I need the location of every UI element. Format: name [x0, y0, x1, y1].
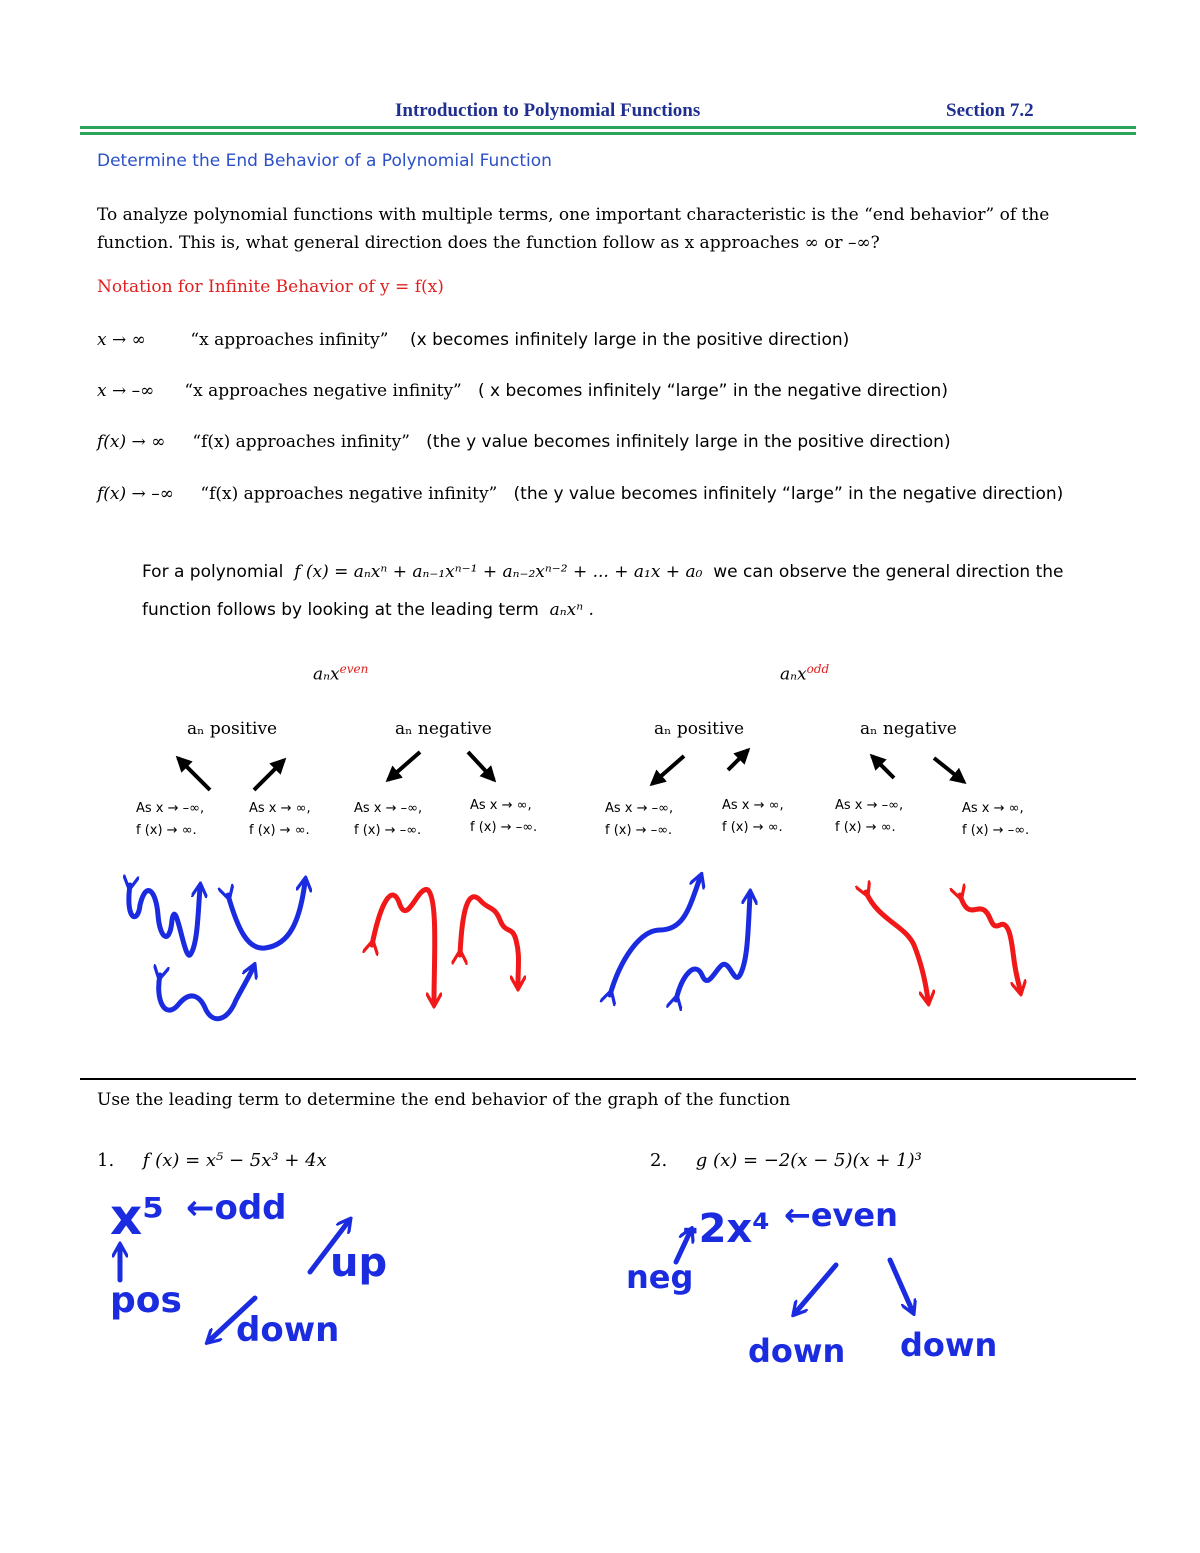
notation-quote: “x approaches infinity” — [190, 330, 389, 350]
case-label-even-negative: aₙ negative — [395, 719, 492, 739]
note-line: As x → ∞, — [722, 798, 784, 813]
even-positive-curve — [159, 968, 253, 1019]
notation-quote: “f(x) approaches negative infinity” — [200, 484, 498, 504]
note-line: f (x) → ∞. — [136, 823, 197, 838]
notation-explain: ( x becomes infinitely “large” in the negative direction) — [477, 381, 948, 401]
hand-term-2x4: -2x⁴ — [682, 1206, 770, 1252]
note-line: As x → ∞, — [962, 801, 1024, 816]
page-header-title: Introduction to Polynomial Functions — [395, 100, 701, 121]
problem-formula: g (x) = −2(x − 5)(x + 1)³ — [695, 1150, 922, 1171]
arrow-down-left — [652, 756, 684, 784]
arrow-down-left — [388, 752, 420, 780]
notation-quote: “f(x) approaches infinity” — [192, 432, 410, 452]
note-line: As x → –∞, — [136, 801, 205, 816]
section-divider — [80, 1078, 1136, 1080]
arrow-down-right — [468, 752, 494, 780]
polynomial-tail: we can observe the general direction the — [713, 562, 1064, 582]
down-arrow — [796, 1265, 836, 1312]
even-negative-curve — [372, 890, 435, 1002]
even-label-base: aₙx — [313, 664, 340, 685]
even-positive-curve — [129, 885, 200, 955]
odd-label-exp: odd — [806, 662, 830, 676]
notation-symbol: x → ∞ — [97, 330, 146, 350]
polynomial-lead: For a polynomial — [142, 562, 284, 582]
odd-negative-curve — [866, 892, 928, 1000]
case-label-odd-positive: aₙ positive — [654, 719, 745, 739]
notation-symbol: x → –∞ — [97, 381, 155, 401]
hand-down: down — [748, 1332, 846, 1370]
down-arrow — [890, 1260, 912, 1310]
arrow-up-left — [178, 758, 210, 790]
problem-number: 2. — [650, 1150, 668, 1171]
leading-term: aₙxⁿ . — [549, 600, 594, 620]
case-label-odd-negative: aₙ negative — [860, 719, 957, 739]
note-line: As x → ∞, — [470, 798, 532, 813]
hand-term-x5: x⁵ — [110, 1188, 165, 1246]
note-line: f (x) → –∞. — [962, 823, 1030, 838]
hand-down: down — [236, 1310, 340, 1350]
note-line: As x → –∞, — [354, 801, 423, 816]
arrow-up-left — [872, 756, 894, 778]
note-line: f (x) → ∞. — [835, 820, 896, 835]
note-line: As x → ∞, — [249, 801, 311, 816]
problem-formula: f (x) = x⁵ − 5x³ + 4x — [142, 1150, 327, 1171]
even-negative-curve — [460, 897, 519, 985]
note-line: f (x) → –∞. — [470, 820, 538, 835]
hand-odd: ←odd — [186, 1188, 287, 1228]
note-line: f (x) → –∞. — [605, 823, 673, 838]
hand-down: down — [900, 1326, 998, 1364]
notation-explain: (x becomes infinitely large in the positive direction) — [410, 330, 850, 350]
problem-2 — [650, 1150, 922, 1171]
arrow-up-right — [728, 750, 748, 770]
even-positive-curve — [228, 882, 305, 948]
note-line: f (x) → ∞. — [722, 820, 783, 835]
odd-negative-curve — [960, 895, 1020, 990]
notation-symbol: f(x) → –∞ — [97, 484, 174, 504]
notation-quote: “x approaches negative infinity” — [184, 381, 462, 401]
page-header-section: Section 7.2 — [946, 100, 1034, 121]
problem-number: 1. — [97, 1150, 115, 1171]
notation-explain: (the y value becomes infinitely “large” in the negative direction) — [513, 484, 1064, 504]
polynomial-formula: f (x) = aₙxⁿ + aₙ₋₁xⁿ⁻¹ + aₙ₋₂xⁿ⁻² + ... + a₁x + a₀ — [294, 562, 703, 582]
notation-title: Notation for Infinite Behavior of y = f(x) — [97, 277, 444, 297]
practice-prompt: Use the leading term to determine the end behavior of the graph of the function — [97, 1090, 791, 1110]
section-heading: Determine the End Behavior of a Polynomial Function — [97, 151, 552, 171]
hand-neg: neg — [626, 1258, 694, 1296]
note-line: As x → –∞, — [605, 801, 674, 816]
arrow-down-right — [934, 758, 964, 782]
intro-paragraph: To analyze polynomial functions with multiple terms, one important characteristic is the “end behavior” of the function. This is, what general direction does the function follow as x approaches ∞ or –∞? — [97, 205, 1050, 253]
arrow-up-right — [254, 760, 284, 790]
polynomial-line2: function follows by looking at the leading term — [142, 600, 539, 620]
problem-1 — [97, 1150, 327, 1171]
case-label-even-positive: aₙ positive — [187, 719, 278, 739]
notation-explain: (the y value becomes infinitely large in the positive direction) — [426, 432, 951, 452]
note-line: f (x) → –∞. — [354, 823, 422, 838]
hand-up: up — [330, 1240, 388, 1286]
note-line: f (x) → ∞. — [249, 823, 310, 838]
odd-label-base: aₙx — [780, 664, 807, 685]
note-line: As x → –∞, — [835, 798, 904, 813]
hand-even: ←even — [784, 1196, 898, 1234]
even-label-exp: even — [339, 662, 369, 676]
notation-symbol: f(x) → ∞ — [97, 432, 166, 452]
hand-pos: pos — [110, 1280, 182, 1321]
